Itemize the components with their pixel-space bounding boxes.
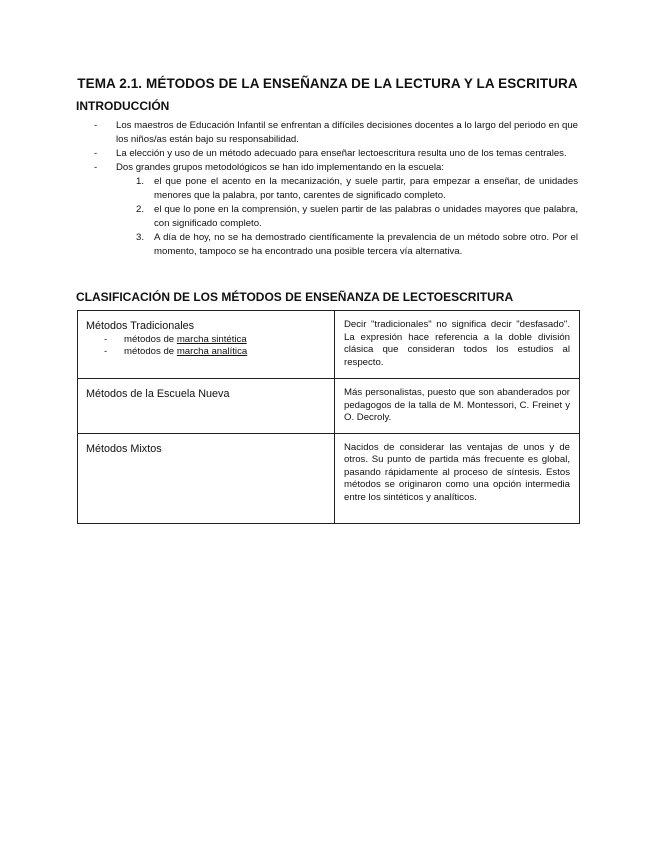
numbered-item-text: A día de hoy, no se ha demostrado científicamente la prevalencia de un método sobre otro. Por el momento, tampoco se ha encontrado una posible tercera vía alternativa. — [154, 232, 578, 257]
numbered-item — [116, 231, 578, 259]
bullet-dash: - — [104, 334, 108, 345]
table-row — [78, 311, 580, 379]
list-item-text: La elección y uso de un método adecuado para enseñar lectoescritura resulta uno de los temas centrales. — [116, 148, 567, 159]
item-number: 1. — [136, 176, 145, 187]
table-row — [78, 433, 580, 523]
list-item — [92, 119, 578, 147]
item-number: 2. — [136, 204, 145, 215]
method-name: Métodos Tradicionales — [86, 320, 195, 332]
method-name-cell — [78, 433, 335, 523]
method-name: Métodos de la Escuela Nueva — [86, 388, 230, 400]
methodological-groups-list — [116, 175, 578, 259]
subtype-underlined: marcha sintética — [176, 334, 247, 345]
introduction-list — [92, 119, 578, 259]
subtype-prefix: métodos de — [124, 334, 177, 345]
bullet-dash: - — [104, 346, 108, 357]
subtype-underlined: marcha analítica — [176, 346, 248, 357]
list-item — [92, 147, 578, 161]
item-number: 3. — [136, 232, 145, 243]
numbered-item-text: el que lo pone en la comprensión, y suelen partir de las palabras o unidades mayores que palabra, con significado completo. — [154, 204, 578, 229]
method-name: Métodos Mixtos — [86, 442, 162, 455]
classification-heading: CLASIFICACIÓN DE LOS MÉTODOS DE ENSEÑANZA DE LECTOESCRITURA — [76, 290, 514, 304]
table-row — [78, 379, 580, 434]
subtype-prefix: métodos de — [124, 346, 177, 357]
method-description-cell: Nacidos de considerar las ventajas de unos y de otros. Su punto de partida más frecuente es global, pasando rápidamente al proceso de síntesis. Estos métodos se originaron como una opción intermedia entre los sintéticos y analíticos. — [335, 433, 580, 523]
list-item-text: Dos grandes grupos metodológicos se han ido implementando en la escuela: — [116, 162, 444, 173]
bullet-dash: - — [94, 162, 98, 173]
bullet-dash: - — [94, 148, 98, 159]
list-item — [86, 346, 326, 358]
numbered-item-text: el que pone el acento en la mecanización, y suele partir, para empezar a enseñar, de unidades menores que la palabra, por tanto, carentes de significado completo. — [154, 176, 578, 201]
method-description-cell: Más personalistas, puesto que son abanderados por pedagogos de la talla de M. Montessori, C. Freinet y O. Decroly. — [335, 379, 580, 434]
document-title: TEMA 2.1. MÉTODOS DE LA ENSEÑANZA DE LA LECTURA Y LA ESCRITURA — [77, 76, 578, 91]
numbered-item — [116, 175, 578, 203]
method-subtypes-list — [86, 334, 326, 358]
method-name-cell — [78, 379, 335, 434]
list-item — [92, 161, 578, 259]
list-item-text: Los maestros de Educación Infantil se enfrentan a difíciles decisiones docentes a lo largo del periodo en que los niños/as están bajo su responsabilidad. — [116, 120, 578, 145]
numbered-item — [116, 203, 578, 231]
method-description-cell: Decir "tradicionales" no significa decir "desfasado". La expresión hace referencia a la doble división clásica que consideran todos los estudios al respecto. — [335, 311, 580, 379]
list-item — [86, 334, 326, 346]
methods-table — [77, 310, 580, 524]
introduction-heading: INTRODUCCIÓN — [76, 99, 170, 113]
bullet-dash: - — [94, 120, 98, 131]
method-name-cell — [78, 311, 335, 379]
